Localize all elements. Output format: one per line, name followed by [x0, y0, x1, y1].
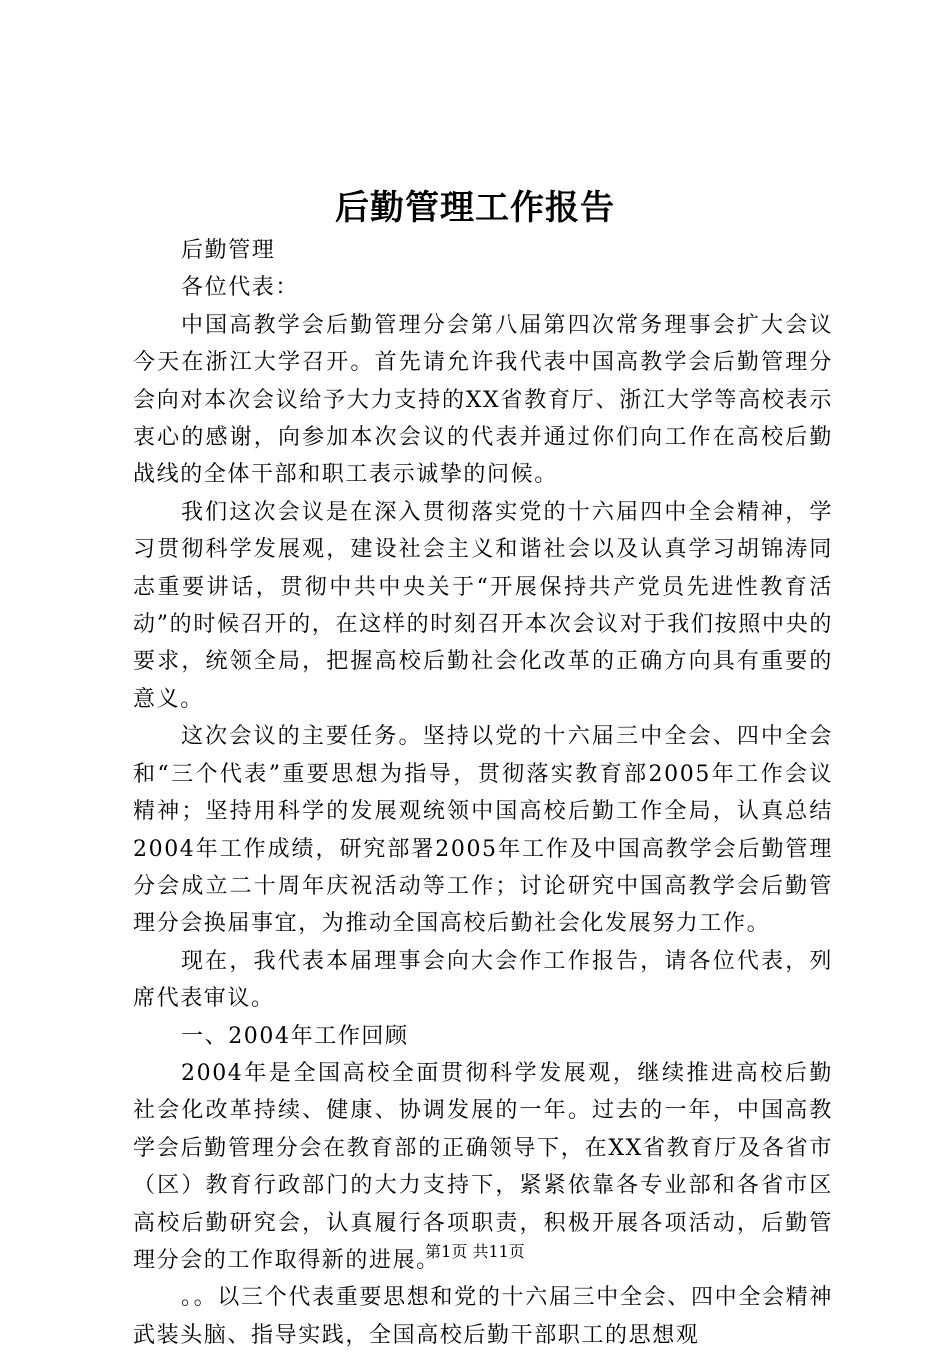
paragraph: 这次会议的主要任务。坚持以党的十六届三中全会、四中全会和“三个代表”重要思想为指导，贯彻落实教育部2005年工作会议精神；坚持用科学的发展观统领中国高校后勤工作全局，认真总结2004年工作成绩，研究部署2005年工作及中国高教学会后勤管理分会成立二十周年庆祝活动等工作；讨论研究中国高教学会后勤管理分会换届事宜，为推动全国高校后勤社会化发展努力工作。: [133, 724, 833, 937]
paragraph-salutation: 各位代表：: [181, 275, 300, 301]
paragraph: 现在，我代表本届理事会向大会作工作报告，请各位代表，列席代表审议。: [133, 948, 833, 1012]
paragraph-heading: 后勤管理: [181, 238, 276, 263]
paragraph: 我们这次会议是在深入贯彻落实党的十六届四中全会精神，学习贯彻科学发展观，建设社会主义和谐社会以及认真学习胡锦涛同志重要讲话，贯彻中共中央关于“开展保持共产党员先进性教育活动”的时候召开的，在这样的时刻召开本次会议对于我们按照中央的要求，统领全局，把握高校后勤社会化改革的正确方向具有重要的意义。: [133, 499, 833, 712]
document-title: 后勤管理工作报告: [335, 188, 615, 228]
section-heading: 一、2004年工作回顾: [181, 1023, 409, 1049]
document-body: [133, 232, 833, 1354]
paragraph: 中国高教学会后勤管理分会第八届第四次常务理事会扩大会议今天在浙江大学召开。首先请允许我代表中国高教学会后勤管理分会向对本次会议给予大力支持的XX省教育厅、浙江大学等高校表示衷心的感谢，向参加本次会议的代表并通过你们向工作在高校后勤战线的全体干部和职工表示诚挚的问候。: [133, 312, 833, 488]
paragraph: 。。以三个代表重要思想和党的十六届三中全会、四中全会精神武装头脑、指导实践，全国高校后勤干部职工的思想观: [133, 1285, 833, 1348]
page-number-footer: 第1页 共11页: [425, 1242, 525, 1261]
paragraph: 2004年是全国高校全面贯彻科学发展观，继续推进高校后勤社会化改革持续、健康、协调发展的一年。过去的一年，中国高教学会后勤管理分会在教育部的正确领导下，在XX省教育厅及各省市（区）教育行政部门的大力支持下，紧紧依靠各专业部和各省市区高校后勤研究会，认真履行各项职责，积极开展各项活动，后勤管理分会的工作取得新的进展。: [133, 1060, 833, 1273]
